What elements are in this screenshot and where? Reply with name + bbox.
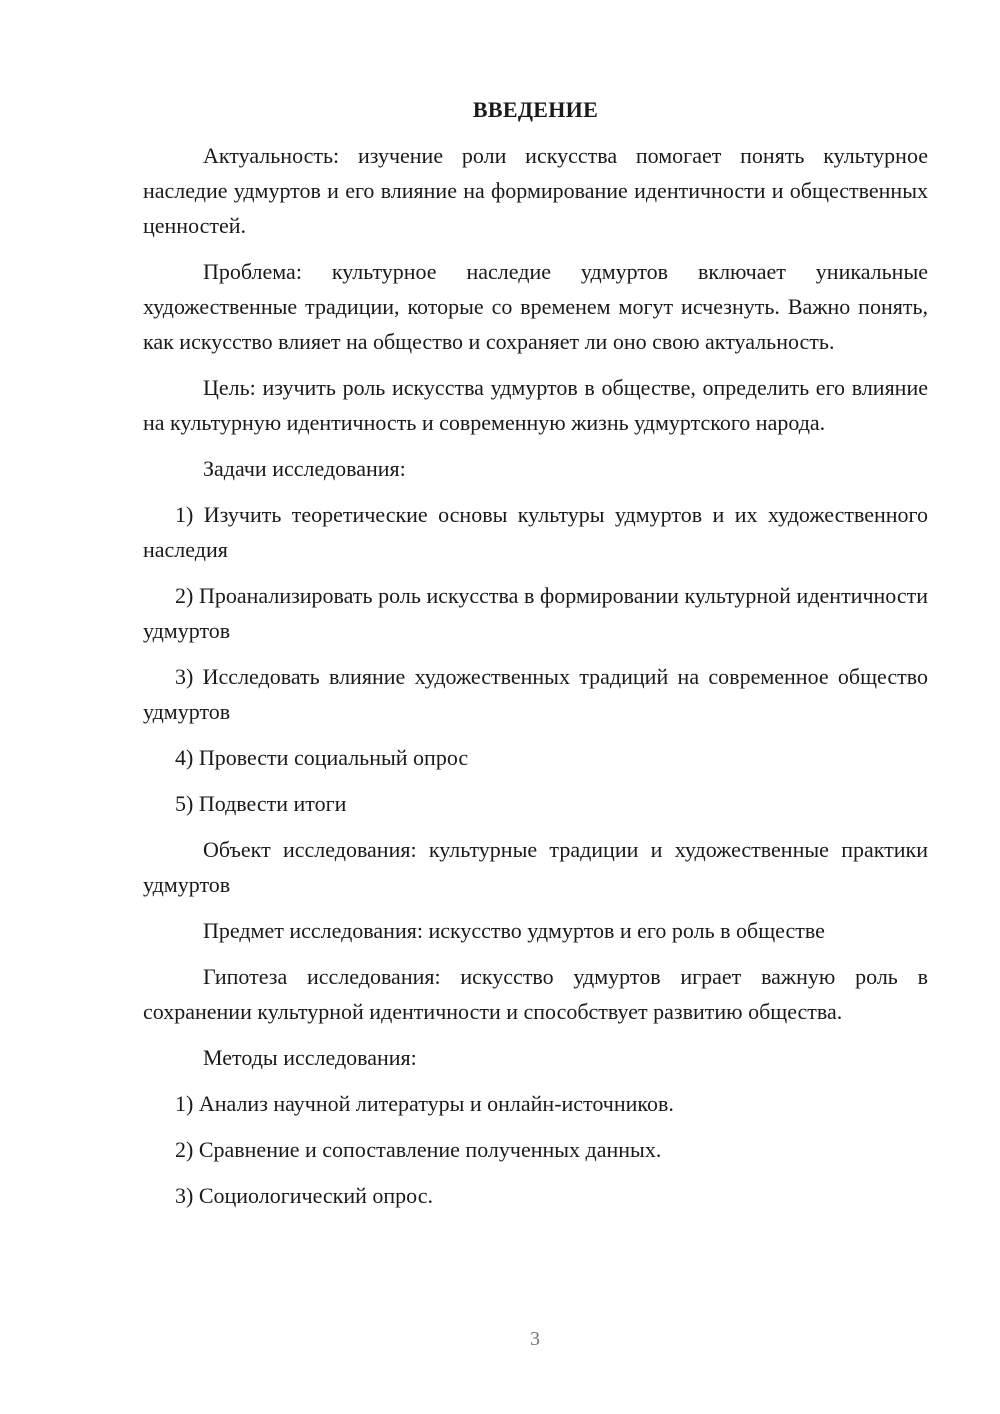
- methods-heading: Методы исследования:: [203, 1045, 417, 1070]
- goal-paragraph: Цель: изучить роль искусства удмуртов в обществе, определить его влияние на культурную идентичность и современную жизнь удмуртского народа.: [143, 375, 928, 435]
- method-item: 3) Социологический опрос.: [175, 1183, 433, 1208]
- task-item: 1) Изучить теоретические основы культуры удмуртов и их художественного наследия: [143, 502, 928, 562]
- page-number: 3: [530, 1328, 540, 1350]
- document-page: [143, 92, 928, 1224]
- tasks-heading: Задачи исследования:: [203, 456, 406, 481]
- section-title: ВВЕДЕНИЕ: [472, 97, 599, 122]
- problem-paragraph: Проблема: культурное наследие удмуртов включает уникальные художественные традиции, которые со временем могут исчезнуть. Важно понять, как искусство влияет на общество и сохраняет ли оно свою актуальность.: [143, 259, 928, 354]
- object-paragraph: Объект исследования: культурные традиции и художественные практики удмуртов: [143, 837, 928, 897]
- subject-paragraph: Предмет исследования: искусство удмуртов и его роль в обществе: [203, 918, 825, 943]
- task-item: 2) Проанализировать роль искусства в формировании культурной идентичности удмуртов: [143, 583, 928, 643]
- task-item: 4) Провести социальный опрос: [175, 745, 469, 770]
- relevance-paragraph: Актуальность: изучение роли искусства помогает понять культурное наследие удмуртов и его влияние на формирование идентичности и общественных ценностей.: [143, 143, 928, 238]
- task-item: 3) Исследовать влияние художественных традиций на современное общество удмуртов: [143, 664, 928, 724]
- hypothesis-paragraph: Гипотеза исследования: искусство удмуртов играет важную роль в сохранении культурной идентичности и способствует развитию общества.: [143, 964, 928, 1024]
- method-item: 2) Сравнение и сопоставление полученных данных.: [175, 1137, 662, 1162]
- method-item: 1) Анализ научной литературы и онлайн-источников.: [175, 1091, 674, 1116]
- task-item: 5) Подвести итоги: [175, 791, 347, 816]
